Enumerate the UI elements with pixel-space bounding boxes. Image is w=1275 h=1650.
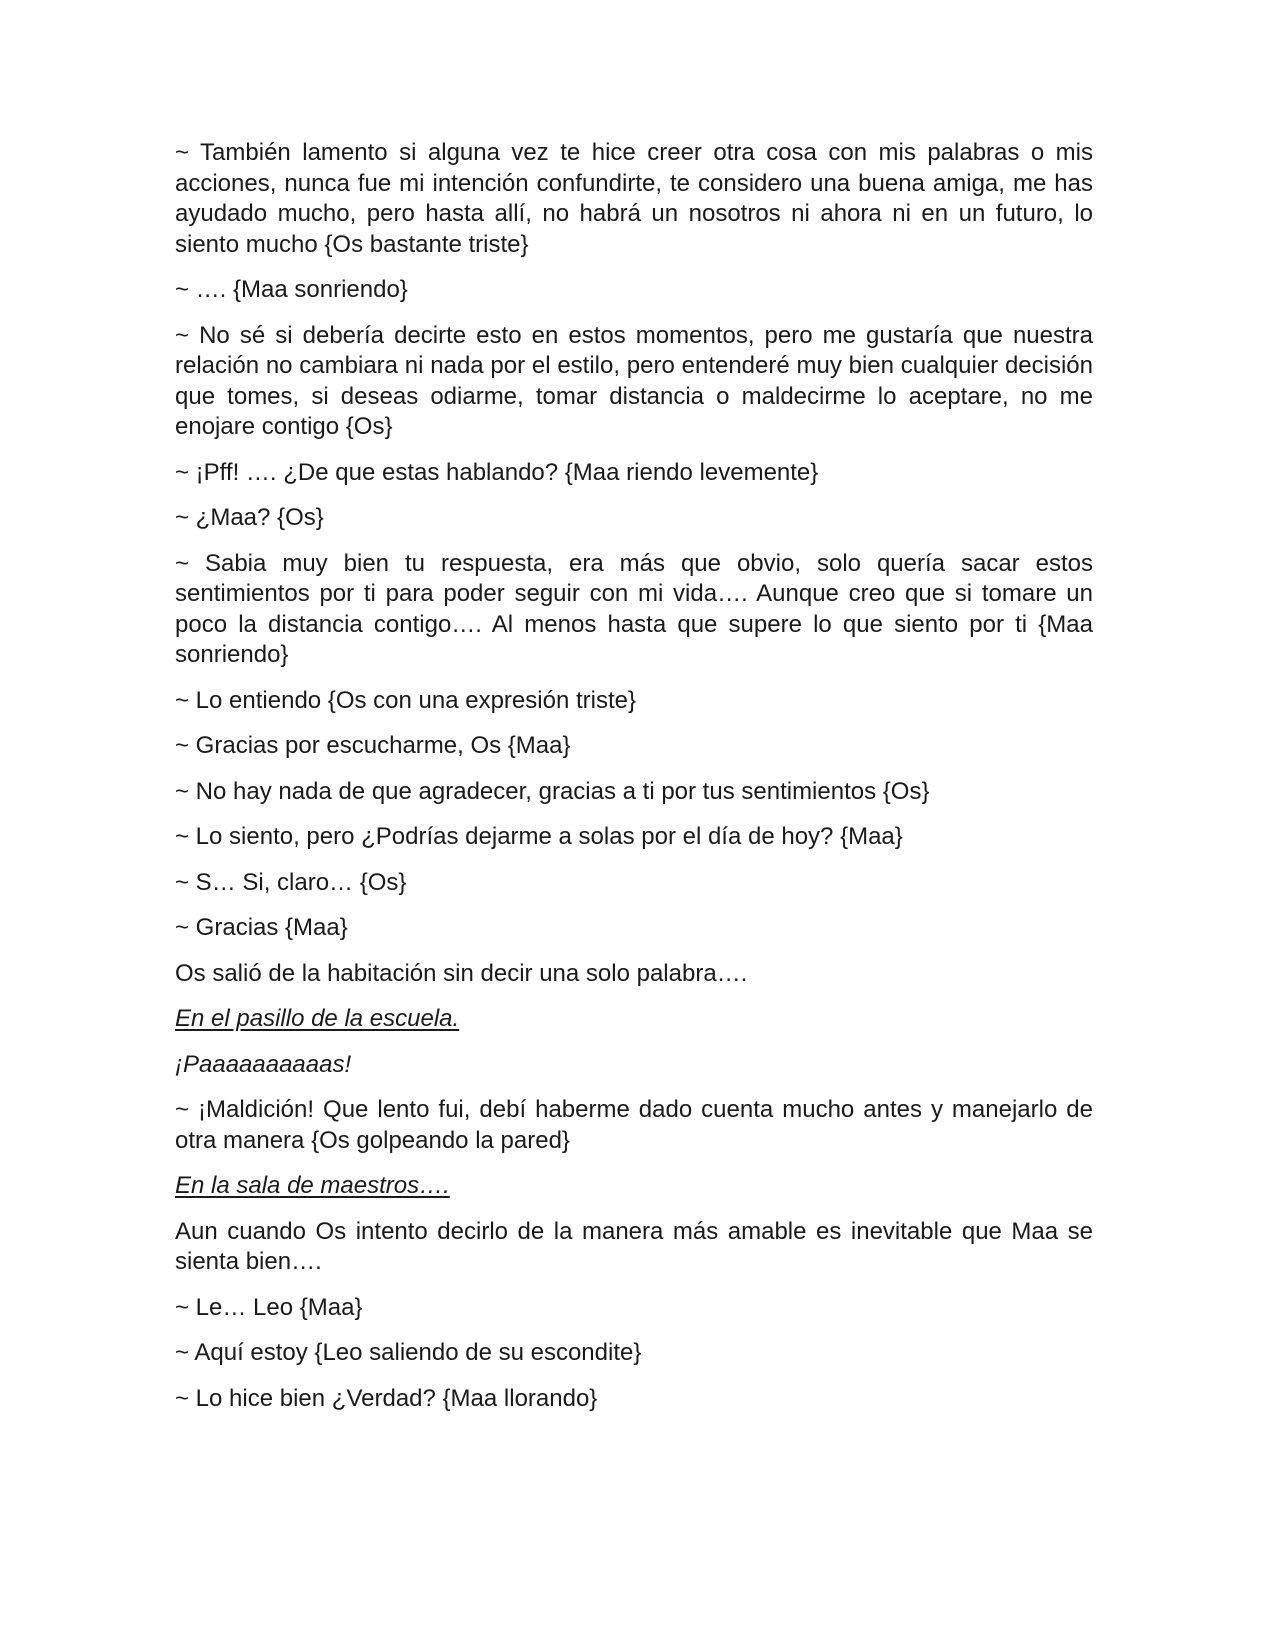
- dialogue-paragraph: ~ Gracias {Maa}: [175, 914, 348, 941]
- dialogue-paragraph: ~ Aquí estoy {Leo saliendo de su escondite}: [175, 1339, 642, 1366]
- narration-paragraph: Os salió de la habitación sin decir una solo palabra….: [175, 959, 748, 987]
- shout-line: ¡Paaaaaaaaaas!: [175, 1050, 352, 1078]
- dialogue-paragraph: ~ Lo entiendo {Os con una expresión triste}: [175, 686, 636, 714]
- dialogue-paragraph: ~ No hay nada de que agradecer, gracias a ti por tus sentimientos {Os}: [175, 777, 930, 805]
- dialogue-paragraph: ~ ¡Maldición! Que lento fui, debí haberme dado cuenta mucho antes y manejarlo de otra manera {Os golpeando la pared}: [175, 1096, 1093, 1154]
- scene-heading: En el pasillo de la escuela.: [175, 1005, 460, 1032]
- narration-paragraph: Aun cuando Os intento decirlo de la manera más amable es inevitable que Maa se sienta bien….: [175, 1217, 1093, 1275]
- dialogue-paragraph: ~ ¿Maa? {Os}: [175, 504, 324, 531]
- document-body: [175, 138, 1093, 1429]
- dialogue-paragraph: ~ Gracias por escucharme, Os {Maa}: [175, 732, 571, 759]
- dialogue-paragraph: ~ ¡Pff! …. ¿De que estas hablando? {Maa riendo levemente}: [175, 458, 819, 486]
- dialogue-paragraph: ~ Le… Leo {Maa}: [175, 1293, 363, 1321]
- dialogue-paragraph: ~ …. {Maa sonriendo}: [175, 276, 408, 303]
- dialogue-paragraph: ~ No sé si debería decirte esto en estos momentos, pero me gustaría que nuestra relación no cambiara ni nada por el estilo, pero entenderé muy bien cualquier decisión que tomes, si deseas odiarme, tomar distancia o maldecirme lo aceptare, no me enojare contigo {Os}: [175, 321, 1093, 440]
- dialogue-paragraph: ~ Lo siento, pero ¿Podrías dejarme a solas por el día de hoy? {Maa}: [175, 823, 903, 850]
- dialogue-paragraph: ~ S… Si, claro… {Os}: [175, 868, 407, 896]
- dialogue-paragraph: ~ Sabia muy bien tu respuesta, era más que obvio, solo quería sacar estos sentimientos por ti para poder seguir con mi vida…. Aunque creo que si tomare un poco la distancia contigo…. Al menos hasta que supere lo que siento por ti {Maa sonriendo}: [175, 549, 1093, 668]
- scene-heading: En la sala de maestros….: [175, 1172, 450, 1199]
- dialogue-paragraph: ~ También lamento si alguna vez te hice creer otra cosa con mis palabras o mis acciones, nunca fue mi intención confundirte, te considero una buena amiga, me has ayudado mucho, pero hasta allí, no habrá un nosotros ni ahora ni en un futuro, lo siento mucho {Os bastante triste}: [175, 139, 1093, 258]
- dialogue-paragraph: ~ Lo hice bien ¿Verdad? {Maa llorando}: [175, 1384, 598, 1412]
